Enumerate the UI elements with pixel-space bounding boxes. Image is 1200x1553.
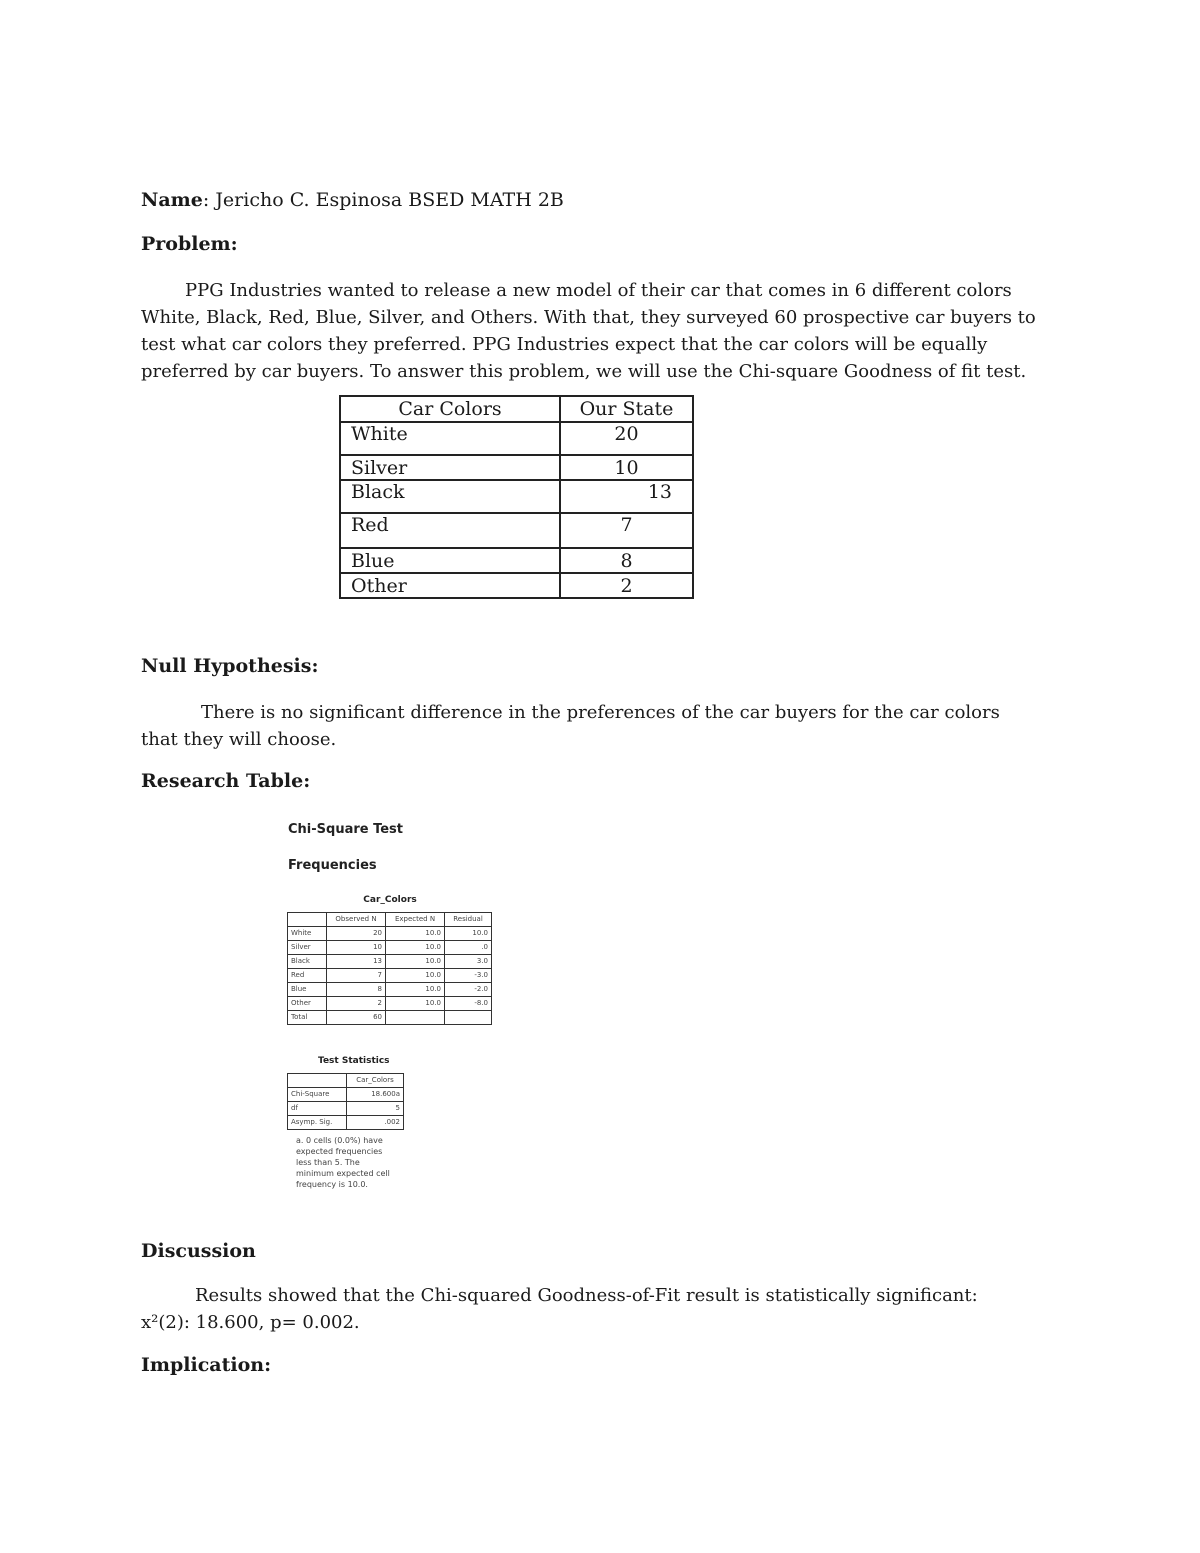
table-header-row <box>340 396 693 422</box>
table-row <box>288 955 492 969</box>
count-cell: 13 <box>560 480 693 513</box>
freq-cell: 2 <box>327 997 386 1011</box>
name-label: Name <box>141 189 203 211</box>
spss-footnote: a. 0 cells (0.0%) have expected frequencies less than 5. The minimum expected cell frequency is 10.0. <box>296 1136 390 1189</box>
table-row <box>288 1116 404 1130</box>
table-header-row <box>288 913 492 927</box>
table-header-row <box>288 1074 404 1088</box>
implication-heading: Implication: <box>141 1354 272 1376</box>
freq-cell: 10.0 <box>386 969 445 983</box>
stats-header-cell <box>288 1074 347 1088</box>
header-our-state: Our State <box>560 396 693 422</box>
name-line <box>141 187 564 214</box>
stats-cell: 18.600a <box>347 1088 404 1102</box>
freq-header-cell <box>288 913 327 927</box>
table-row <box>288 1011 492 1025</box>
table-row <box>288 997 492 1011</box>
color-cell: Red <box>340 513 560 548</box>
header-car-colors: Car Colors <box>340 396 560 422</box>
freq-cell: 13 <box>327 955 386 969</box>
car-colors-table <box>339 395 694 599</box>
freq-cell: 10.0 <box>445 927 492 941</box>
table-row <box>340 480 693 513</box>
freq-cell: White <box>288 927 327 941</box>
freq-cell: 10 <box>327 941 386 955</box>
table-row <box>288 969 492 983</box>
count-cell: 8 <box>560 548 693 573</box>
freq-cell: 60 <box>327 1011 386 1025</box>
color-cell: Silver <box>340 455 560 480</box>
discussion-heading: Discussion <box>141 1240 256 1262</box>
color-cell: Blue <box>340 548 560 573</box>
freq-header-cell: Residual <box>445 913 492 927</box>
table-row <box>288 927 492 941</box>
freq-cell: -3.0 <box>445 969 492 983</box>
spss-frequencies-table <box>287 912 492 1025</box>
null-hypothesis-paragraph: There is no significant difference in the preferences of the car buyers for the car colors that they will choose. <box>141 702 1000 750</box>
freq-cell: Red <box>288 969 327 983</box>
null-hypothesis-heading: Null Hypothesis: <box>141 655 319 677</box>
color-cell: Other <box>340 573 560 598</box>
count-cell: 10 <box>560 455 693 480</box>
stats-cell: Asymp. Sig. <box>288 1116 347 1130</box>
table-row <box>288 983 492 997</box>
freq-cell: 7 <box>327 969 386 983</box>
freq-cell: 10.0 <box>386 927 445 941</box>
freq-cell: Total <box>288 1011 327 1025</box>
table-row <box>340 513 693 548</box>
table-row <box>340 422 693 455</box>
stats-cell: 5 <box>347 1102 404 1116</box>
table-row <box>288 941 492 955</box>
freq-cell: Silver <box>288 941 327 955</box>
freq-cell: Black <box>288 955 327 969</box>
table-row <box>288 1102 404 1116</box>
freq-cell: Blue <box>288 983 327 997</box>
count-cell: 7 <box>560 513 693 548</box>
freq-cell: 3.0 <box>445 955 492 969</box>
table-row <box>288 1088 404 1102</box>
freq-cell: -8.0 <box>445 997 492 1011</box>
count-cell: 2 <box>560 573 693 598</box>
freq-cell: Other <box>288 997 327 1011</box>
stats-cell: .002 <box>347 1116 404 1130</box>
spss-freq-caption: Car_Colors <box>363 895 417 905</box>
table-row <box>340 573 693 598</box>
spss-title: Chi-Square Test <box>288 822 404 837</box>
stats-cell: df <box>288 1102 347 1116</box>
freq-cell: 20 <box>327 927 386 941</box>
stats-cell: Chi-Square <box>288 1088 347 1102</box>
name-value: : Jericho C. Espinosa BSED MATH 2B <box>202 189 564 211</box>
freq-cell: 10.0 <box>386 955 445 969</box>
freq-cell: 10.0 <box>386 997 445 1011</box>
freq-cell: 8 <box>327 983 386 997</box>
problem-paragraph: PPG Industries wanted to release a new model of their car that comes in 6 different colors White, Black, Red, Blue, Silver, and Others. With that, they surveyed 60 prospective car buyers to test what car colors they preferred. PPG Industries expect that the car colors will be equally preferred by car buyers. To answer this problem, we will use the Chi-square Goodness of fit test. <box>141 280 1036 382</box>
spss-stats-heading: Test Statistics <box>318 1056 390 1066</box>
discussion-paragraph: Results showed that the Chi-squared Goodness-of-Fit result is statistically significant: x²(2): 18.600, p= 0.002. <box>141 1285 978 1333</box>
freq-cell <box>386 1011 445 1025</box>
freq-header-cell: Observed N <box>327 913 386 927</box>
count-cell: 20 <box>560 422 693 455</box>
freq-header-cell: Expected N <box>386 913 445 927</box>
color-cell: White <box>340 422 560 455</box>
problem-heading: Problem: <box>141 233 238 255</box>
freq-cell: -2.0 <box>445 983 492 997</box>
stats-header-cell: Car_Colors <box>347 1074 404 1088</box>
freq-cell: 10.0 <box>386 941 445 955</box>
table-row <box>340 455 693 480</box>
color-cell: Black <box>340 480 560 513</box>
spss-frequencies-heading: Frequencies <box>288 858 377 873</box>
freq-cell: 10.0 <box>386 983 445 997</box>
research-table-heading: Research Table: <box>141 770 311 792</box>
table-row <box>340 548 693 573</box>
freq-cell <box>445 1011 492 1025</box>
freq-cell: .0 <box>445 941 492 955</box>
spss-test-statistics-table <box>287 1073 404 1130</box>
